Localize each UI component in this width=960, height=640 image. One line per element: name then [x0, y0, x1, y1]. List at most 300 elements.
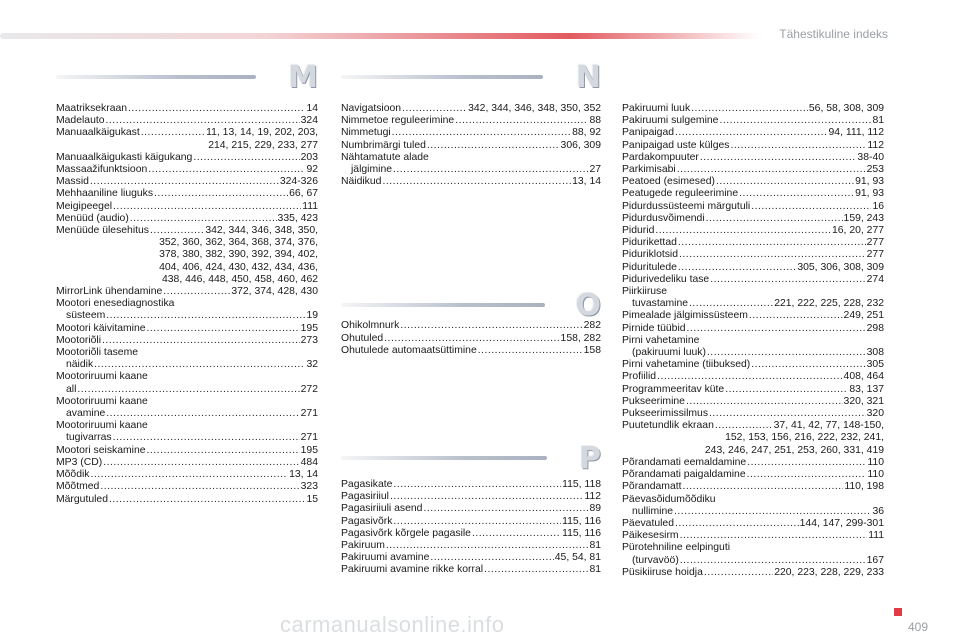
- dot-leader: [130, 213, 277, 225]
- index-pages: 115, 116: [562, 515, 601, 527]
- index-term: Panipaigad uste külges: [622, 139, 730, 151]
- index-term: Märgutuled: [56, 493, 108, 505]
- index-pages: 16, 20, 277: [832, 225, 884, 237]
- index-entry: [622, 103, 884, 115]
- index-entry: [56, 323, 318, 335]
- index-term: Madelauto: [56, 115, 105, 127]
- dot-leader: [679, 249, 866, 261]
- index-pages: 38-40: [857, 151, 884, 163]
- page-marker: [894, 608, 902, 616]
- index-term: Pagasiriiul: [341, 491, 389, 503]
- index-term: MP3 (CD): [56, 456, 103, 468]
- index-entry: [622, 555, 884, 567]
- dot-leader: [725, 384, 848, 396]
- dot-leader: [700, 152, 857, 164]
- index-term: Pakiruumi avamine: [341, 552, 430, 564]
- index-term: Panipaigad: [622, 127, 674, 139]
- section-header-o: [341, 288, 601, 328]
- index-term: Manuaalkäigukasti käigukang: [56, 151, 193, 163]
- index-entry: [622, 164, 884, 176]
- watermark: carmanualsonline.info: [280, 612, 505, 637]
- dot-leader: [751, 201, 871, 213]
- index-term: Nimmetugi: [341, 127, 391, 139]
- index-entry: [341, 491, 601, 503]
- index-column-nop: [341, 60, 601, 577]
- index-pages: 144, 147, 299-301: [799, 517, 884, 529]
- index-term: Pidurid: [622, 225, 655, 237]
- dot-leader: [113, 432, 300, 444]
- index-term: Pagasikate: [341, 479, 393, 491]
- section-letter-p: P: [579, 441, 601, 477]
- index-pages: 282: [583, 320, 601, 332]
- dot-leader: [680, 530, 868, 542]
- index-entry: [622, 262, 884, 274]
- index-entry: [622, 506, 884, 518]
- index-entry: [622, 176, 884, 188]
- index-entry: [622, 518, 884, 530]
- index-pages: 16: [872, 200, 884, 212]
- index-entry: [622, 481, 884, 493]
- index-entry: [622, 310, 884, 322]
- index-entry: [622, 530, 884, 542]
- index-entry: [622, 127, 884, 139]
- index-term: Mõõtmed: [56, 481, 100, 493]
- index-entry: [341, 103, 601, 115]
- dot-leader: [427, 140, 560, 152]
- index-pages: 115, 118: [562, 479, 601, 491]
- index-pages: 81: [872, 115, 884, 127]
- index-entry: [622, 152, 884, 164]
- dot-leader: [739, 188, 854, 200]
- index-pages: 298: [866, 322, 884, 334]
- dot-leader: [478, 345, 583, 357]
- index-pages: 159, 243: [843, 212, 884, 224]
- dot-leader: [749, 310, 843, 322]
- index-term-prefix: Mootoriruumi kaane: [56, 371, 148, 383]
- index-term: Põrandamatt: [622, 481, 682, 493]
- index-term: (pakiruumi luuk): [632, 347, 706, 359]
- index-pages: 274: [866, 273, 884, 285]
- dot-leader: [91, 469, 289, 481]
- index-term: Parkimisabi: [622, 164, 676, 176]
- dot-leader: [675, 518, 799, 530]
- index-pages: 320, 321: [843, 395, 884, 407]
- dot-leader: [455, 115, 588, 127]
- index-pages: 271: [300, 408, 318, 420]
- index-entry: [341, 176, 601, 188]
- index-term-prefix: Mootori enesediagnostika: [56, 298, 175, 310]
- index-entry: [622, 140, 884, 152]
- index-pages: 324: [300, 115, 318, 127]
- index-pages: 305, 306, 308, 309: [797, 261, 884, 273]
- index-entry: [56, 213, 318, 225]
- index-entry: [622, 420, 884, 432]
- index-term: Menüüd (audio): [56, 212, 129, 224]
- index-entry: [56, 201, 318, 213]
- index-pages: 112: [584, 491, 601, 503]
- index-pages: 272: [300, 383, 318, 395]
- index-term: Pagasiriiuli asend: [341, 503, 423, 515]
- index-pages: 195: [300, 444, 318, 456]
- index-entry: [341, 528, 601, 540]
- index-pages: 158: [583, 344, 601, 356]
- dot-leader: [106, 408, 299, 420]
- dot-leader: [747, 469, 867, 481]
- index-entry: [622, 457, 884, 469]
- section-header-p: [341, 441, 601, 481]
- index-entry: [622, 384, 884, 396]
- index-term: süsteem: [66, 310, 106, 322]
- index-pages: 271: [300, 432, 318, 444]
- dot-leader: [384, 333, 559, 345]
- section-letter-n: N: [575, 60, 601, 95]
- index-entry: [341, 540, 601, 552]
- index-term: jälgimine: [351, 164, 393, 176]
- dot-leader: [393, 164, 588, 176]
- index-term: Puutetundlik ekraan: [622, 420, 714, 432]
- index-pages: 94, 111, 112: [828, 127, 884, 139]
- dot-leader: [150, 225, 204, 237]
- index-pages-continued: 243, 246, 247, 251, 253, 260, 331, 419: [704, 444, 884, 456]
- index-term-prefix: Pirni vahetamine: [622, 334, 700, 346]
- dot-leader: [193, 152, 299, 164]
- index-pages: 88: [589, 115, 601, 127]
- index-term: Põrandamati paigaldamine: [622, 469, 746, 481]
- index-term: Püsikiiruse hoidja: [622, 566, 703, 578]
- index-pages: 13, 14: [572, 176, 601, 188]
- dot-leader: [751, 359, 865, 371]
- index-term: Massid: [56, 176, 89, 188]
- index-term: Pidurivedeliku tase: [622, 273, 710, 285]
- index-pages: 14: [306, 103, 318, 114]
- index-entries-p-continued: [622, 103, 884, 579]
- dot-leader: [392, 127, 571, 139]
- dot-leader: [103, 457, 299, 469]
- index-entry: [622, 274, 884, 286]
- index-term: Piduriklotsid: [622, 249, 679, 261]
- index-term-prefix: Nähtamatute alade: [341, 151, 429, 163]
- dot-leader: [730, 140, 866, 152]
- index-entry: [341, 140, 601, 152]
- index-term: MirrorLink ühendamine: [56, 286, 163, 298]
- index-pages: 195: [300, 322, 318, 334]
- index-pages: 203: [300, 151, 318, 163]
- dot-leader: [90, 176, 279, 188]
- dot-leader: [689, 298, 773, 310]
- index-pages: 81: [589, 540, 601, 552]
- index-entry: [622, 225, 884, 237]
- section-letter-m: M: [288, 60, 318, 95]
- dot-leader: [747, 457, 866, 469]
- index-entry: [56, 127, 318, 139]
- index-term: Massaažifunktsioon: [56, 164, 148, 176]
- dot-leader: [106, 310, 305, 322]
- section-header-n: [341, 60, 601, 100]
- index-entry: [622, 115, 884, 127]
- dot-leader: [147, 445, 300, 457]
- index-entry: [56, 176, 318, 188]
- index-term: avamine: [66, 408, 106, 420]
- index-pages: 66, 67: [289, 188, 318, 200]
- index-pages: 221, 222, 225, 228, 232: [774, 298, 884, 310]
- index-entry: [56, 115, 318, 127]
- index-column-m: [56, 60, 318, 506]
- index-pages: 324-326: [279, 176, 318, 188]
- dot-leader: [106, 115, 300, 127]
- dot-leader: [719, 115, 871, 127]
- dot-leader: [706, 213, 843, 225]
- index-term-prefix: Piirkiiruse: [622, 286, 668, 298]
- dot-leader: [154, 188, 288, 200]
- dot-leader: [710, 274, 865, 286]
- index-entry: [56, 164, 318, 176]
- index-pages: 484: [300, 456, 318, 468]
- dot-leader: [430, 552, 553, 564]
- index-term: Pimealade jälgimissüsteem: [622, 310, 748, 322]
- index-term: Manuaalkäigukast: [56, 127, 140, 139]
- dot-leader: [715, 420, 773, 432]
- dot-leader: [686, 396, 843, 408]
- index-term: Mootoriõli: [56, 334, 102, 346]
- dot-leader: [687, 323, 866, 335]
- index-entry: [622, 359, 884, 371]
- index-column-p-continued: [622, 103, 884, 579]
- index-term-prefix: Pürotehniline eelpinguti: [622, 542, 731, 554]
- index-pages-continued: 152, 153, 156, 216, 222, 232, 241,: [725, 432, 884, 444]
- index-pages: 45, 54, 81: [554, 552, 601, 564]
- index-entry: [56, 335, 318, 347]
- index-term: Ohikolmnurk: [341, 320, 400, 332]
- index-pages: 112: [867, 139, 884, 151]
- index-term: Piduritulede: [622, 261, 677, 273]
- section-rule: [341, 456, 547, 460]
- index-term: tugivarras: [66, 432, 112, 444]
- index-term: Pukseerimissilmus: [622, 408, 709, 420]
- dot-leader: [704, 567, 773, 579]
- index-term-prefix: Mootoriõli taseme: [56, 347, 139, 359]
- index-term: Navigatsioon: [341, 103, 402, 114]
- index-term: Ohutulede automaatsüttimine: [341, 344, 477, 356]
- index-entry: [622, 323, 884, 335]
- index-term: Mehhaaniline liuguks: [56, 188, 154, 200]
- index-term: Pakiruumi luuk: [622, 103, 691, 114]
- index-entry: [622, 396, 884, 408]
- index-entry: [341, 333, 601, 345]
- index-pages-continued: 438, 446, 448, 450, 458, 460, 462: [162, 273, 318, 285]
- index-pages: 253: [866, 164, 884, 176]
- index-pages: 91, 93: [855, 176, 884, 188]
- index-term: Pakiruumi avamine rikke korral: [341, 564, 484, 576]
- index-pages: 13, 14: [289, 469, 318, 481]
- index-pages: 89: [589, 503, 601, 515]
- dot-leader: [677, 164, 866, 176]
- index-entry: [56, 481, 318, 493]
- index-entry: [622, 469, 884, 481]
- index-entry: [341, 564, 601, 576]
- dot-leader: [94, 359, 305, 371]
- dot-leader: [423, 503, 588, 515]
- index-pages: 91, 93: [855, 188, 884, 200]
- index-pages: 115, 116: [562, 527, 601, 539]
- dot-leader: [109, 494, 305, 506]
- index-pages: 323: [300, 481, 318, 493]
- index-entry: [622, 237, 884, 249]
- index-term: Meigipeegel: [56, 200, 113, 212]
- index-term: Menüüde ülesehitus: [56, 225, 150, 237]
- index-term: Mootori seiskamine: [56, 444, 146, 456]
- index-term: Näidikud: [341, 176, 382, 188]
- index-entries-n: [341, 103, 601, 188]
- dot-leader: [163, 286, 230, 298]
- index-pages: 15: [306, 493, 318, 505]
- index-term: Mõõdik: [56, 469, 90, 481]
- index-pages: 167: [866, 554, 884, 566]
- index-entry: [341, 345, 601, 357]
- index-pages: 88, 92: [572, 127, 601, 139]
- index-pages: 408, 464: [843, 371, 884, 383]
- index-entry: [341, 127, 601, 139]
- dot-leader: [382, 176, 571, 188]
- dot-leader: [675, 127, 828, 139]
- index-term: Pirnide tüübid: [622, 322, 686, 334]
- index-entry: [56, 445, 318, 457]
- index-pages-continued: 378, 380, 382, 390, 392, 394, 402,: [159, 249, 318, 261]
- section-rule: [341, 75, 543, 79]
- index-pages: 306, 309: [560, 139, 601, 151]
- dot-leader: [113, 201, 301, 213]
- dot-leader: [472, 528, 561, 540]
- index-entries-m: [56, 103, 318, 506]
- index-term: Pidurdussüsteemi märgutuli: [622, 200, 751, 212]
- index-term: Pukseerimine: [622, 395, 685, 407]
- index-entry: [56, 225, 318, 237]
- index-pages: 37, 41, 42, 77, 148-150,: [773, 420, 884, 432]
- index-pages: 110: [867, 469, 884, 481]
- dot-leader: [657, 371, 842, 383]
- index-term: Maatriksekraan: [56, 103, 128, 114]
- dot-leader: [716, 176, 854, 188]
- index-term-prefix: Mootoriruumi kaane: [56, 395, 148, 407]
- index-pages: 19: [306, 310, 318, 322]
- page-header-title: Tähestikuline indeks: [779, 27, 888, 41]
- index-term-prefix: Mootoriruumi kaane: [56, 420, 148, 432]
- index-entry: [56, 359, 318, 371]
- index-entry: [341, 516, 601, 528]
- index-pages: 308: [866, 347, 884, 359]
- index-term-prefix: Päevasõidumõõdiku: [622, 493, 716, 505]
- index-term: Programmeeritav küte: [622, 383, 725, 395]
- index-pages: 11, 13, 14, 19, 202, 203,: [206, 127, 318, 139]
- index-term: Pidurdusvõimendi: [622, 212, 705, 224]
- dot-leader: [674, 506, 871, 518]
- index-term: Päevatuled: [622, 517, 674, 529]
- index-entry: [56, 432, 318, 444]
- index-pages: 335, 423: [277, 212, 318, 224]
- index-pages: 83, 137: [849, 383, 884, 395]
- dot-leader: [709, 408, 866, 420]
- index-term: Põrandamati eemaldamine: [622, 456, 747, 468]
- index-entry: [622, 371, 884, 383]
- index-entry: [622, 213, 884, 225]
- section-letter-o: O: [575, 288, 601, 324]
- index-entry: [622, 347, 884, 359]
- index-entry: [56, 286, 318, 298]
- index-entry: [56, 152, 318, 164]
- index-term: Pidurikettad: [622, 237, 677, 249]
- dot-leader: [683, 481, 844, 493]
- dot-leader: [128, 103, 305, 115]
- dot-leader: [484, 564, 588, 576]
- index-term: näidik: [66, 359, 94, 371]
- dot-leader: [678, 262, 796, 274]
- index-pages: 92: [306, 164, 318, 176]
- dot-leader: [680, 555, 866, 567]
- index-pages: 32: [306, 359, 318, 371]
- index-pages: 305: [866, 359, 884, 371]
- index-pages: 81: [589, 564, 601, 576]
- dot-leader: [655, 225, 831, 237]
- dot-leader: [386, 540, 589, 552]
- index-pages: 36: [872, 505, 884, 517]
- index-term: Pardakompuuter: [622, 151, 699, 163]
- index-pages-continued: 214, 215, 229, 233, 277: [208, 139, 318, 151]
- header-stripe: [0, 33, 760, 39]
- index-entry: [622, 201, 884, 213]
- index-term: Pirni vahetamine (tiibuksed): [622, 359, 751, 371]
- index-pages: 277: [866, 237, 884, 249]
- index-entry: [56, 469, 318, 481]
- dot-leader: [100, 481, 299, 493]
- index-pages: 372, 374, 428, 430: [231, 286, 318, 298]
- index-entry: [341, 115, 601, 127]
- index-pages: 158, 282: [560, 332, 601, 344]
- section-header-m: [56, 60, 318, 100]
- dot-leader: [390, 491, 583, 503]
- index-term: tuvastamine: [632, 298, 689, 310]
- page-number: 409: [907, 620, 928, 634]
- dot-leader: [147, 323, 300, 335]
- dot-leader: [102, 335, 300, 347]
- index-term: Numbrimärgi tuled: [341, 139, 426, 151]
- dot-leader: [393, 516, 561, 528]
- index-term: all: [66, 383, 77, 395]
- index-entry: [56, 103, 318, 115]
- index-pages: 111: [868, 530, 884, 542]
- section-rule: [341, 303, 545, 307]
- dot-leader: [141, 127, 205, 139]
- index-pages: 249, 251: [843, 310, 884, 322]
- index-term: Pagasivõrk kõrgele pagasile: [341, 527, 471, 539]
- index-entry: [341, 164, 601, 176]
- index-term: Pakiruumi sulgemine: [622, 115, 719, 127]
- index-term: Nimmetoe reguleerimine: [341, 115, 455, 127]
- index-entry: [56, 494, 318, 506]
- dot-leader: [77, 384, 299, 396]
- index-entry: [56, 310, 318, 322]
- index-pages: 220, 223, 228, 229, 233: [774, 566, 884, 578]
- index-term: Pagasivõrk: [341, 515, 393, 527]
- index-entry: [56, 384, 318, 396]
- index-entry: [622, 249, 884, 261]
- index-pages: 27: [589, 164, 601, 176]
- index-entry: [341, 552, 601, 564]
- index-term: Peatugede reguleerimine: [622, 188, 739, 200]
- index-term: Profiilid: [622, 371, 657, 383]
- index-pages: 277: [866, 249, 884, 261]
- index-term: Ohutuled: [341, 332, 384, 344]
- index-entry: [56, 457, 318, 469]
- index-term: Pakiruum: [341, 540, 385, 552]
